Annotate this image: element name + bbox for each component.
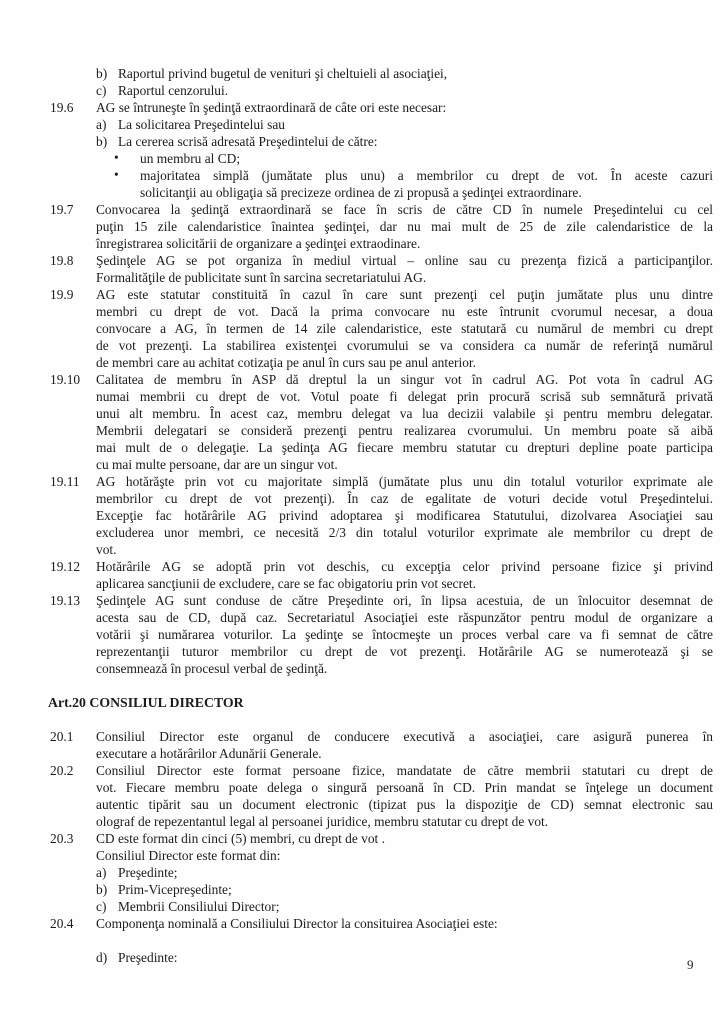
text-line: consemnează în procesul verbal de şedinţă.: [96, 661, 328, 676]
clause-item: [50, 592, 713, 677]
text-line: La cererea scrisă adresată Preşedintelui de către:: [118, 134, 378, 149]
text-line: Hotărârile AG se adoptă prin vot deschis, cu excepţia celor privind persoane fizice şi privind: [96, 559, 713, 574]
text-line: CD este format din cinci (5) membri, cu drept de vot .: [96, 831, 385, 846]
text-line: unui alt membru. În acest caz, membru delegat va lua decizii valabile şi pentru membru delegatar.: [96, 406, 713, 421]
letter-item: [96, 65, 713, 82]
text-line: acesta sau de CD, după caz. Secretariatul Asociaţiei este răspunzător pentru modul de organizare a: [96, 610, 713, 625]
text-line: de membri care au achitat cotizaţia pe anul în curs sau pe anul anterior.: [96, 355, 476, 370]
text-line: Preşedinte:: [118, 950, 178, 965]
text-line: Şedinţele AG sunt conduse de către Preşedinte ori, în lipsa acestuia, de un înlocuitor desemnat de: [96, 593, 713, 608]
text-line: vot. Fiecare membru poate delega o singură persoană în CD. Prin mandat se înţelege un document: [96, 780, 713, 795]
clause-number: 19.10: [50, 372, 81, 387]
text-line: autentic tipărit sau un document electronic (tipizat pus la dispoziţie de CD) semnat electronic sau: [96, 797, 713, 812]
item-letter: d): [96, 950, 108, 965]
letter-item: [96, 864, 713, 881]
text-line: Calitatea de membru în ASP dă dreptul la un singur vot în cadrul AG. Pot vota în cadrul AG: [96, 372, 713, 387]
text-line: AG se întruneşte în şedinţă extraordinară de câte ori este necesar:: [96, 100, 447, 115]
blank-line: [96, 932, 713, 949]
clause-number: 19.11: [50, 474, 80, 489]
text-line: Raportul privind bugetul de venituri şi cheltuieli al asociaţiei,: [118, 66, 448, 81]
text-line: olograf de repezentantul legal al persoanei juridice, membru statutar cu drept de vot.: [96, 814, 549, 829]
text-line: membri cu drept de vot. Dacă la prima convocare nu este întrunit cvorumul necesar, a doua: [96, 304, 713, 319]
clause-item: [50, 201, 713, 252]
clause-item: [50, 728, 713, 762]
item-letter: c): [96, 83, 107, 98]
text-line: Membrii Consiliului Director;: [118, 899, 280, 914]
text-line: Convocarea la şedinţă extraordinară se face în scris de către CD în numele Preşedintelui cu cel: [96, 202, 713, 217]
item-letter: b): [96, 134, 108, 149]
text-line: Consiliul Director este format persoane fizice, mandatate de către membrii statutari cu drept de: [96, 763, 713, 778]
clause-number: 19.9: [50, 287, 74, 302]
clause-number: 20.2: [50, 763, 74, 778]
clause-number: 20.4: [50, 916, 74, 931]
text-line: Formalităţile de publicitate sunt în sarcina secretariatului AG.: [96, 270, 427, 285]
text-line: înregistrarea solicitării de organizare a şedinţei extraodinare.: [96, 236, 421, 251]
clause-item: [50, 473, 713, 558]
text-line: membrilor cu drept de vot prezenţi). În caz de egalitate de voturi decide votul Preşedintelui.: [96, 491, 713, 506]
text-line: AG hotărăşte prin vot cu majoritate simplă (jumătate plus unu din totalul voturilor exprimate ale: [96, 474, 713, 489]
text-line: Consiliul Director este format din:: [96, 848, 281, 863]
bullet-item: [96, 167, 713, 201]
text-line: de vot prezenţi. La stabilirea existenţei cvorumului se va considera ca număr de referinţă numărul: [96, 338, 713, 353]
item-letter: b): [96, 882, 108, 897]
text-line: solicitanţii au obligaţia să precizeze ordinea de zi propusă a şedinţei extraordinare.: [140, 185, 582, 200]
clause-number: 19.12: [50, 559, 81, 574]
section-heading: Art.20 CONSILIUL DIRECTOR: [48, 695, 244, 710]
bullet-item: [96, 150, 713, 167]
text-line: Şedinţele AG se pot organiza în mediul virtual – online sau cu prezenţa fizică a participanţilor.: [96, 253, 713, 268]
clause-item: [50, 286, 713, 371]
blank-line: [96, 677, 713, 694]
text-line: puţin 15 zile calendaristice înaintea şedinţei, dar nu mai mult de 25 de zile calendaristice de la: [96, 219, 713, 234]
clause-number: 20.3: [50, 831, 74, 846]
clause-item: [50, 915, 713, 932]
text-line: excluderea unor membri, ce necesită 2/3 din totalul voturilor exprimate ale membrilor cu drept de: [96, 525, 713, 540]
clause-item: [50, 371, 713, 473]
text-line: votării şi numărarea voturilor. La şedinţe se întocmeşte un proces verbal care va fi semnat de către: [96, 627, 713, 642]
clause-item: [50, 252, 713, 286]
clause-item: [50, 99, 713, 116]
item-letter: b): [96, 66, 108, 81]
clause-number: 19.8: [50, 253, 74, 268]
bullet-icon: •: [114, 150, 119, 165]
text-line: mai mult de o delegaţie. La şedinţa AG fiecare membru statutar cu drepturi depline poate participa: [96, 440, 713, 455]
blank-line: [96, 711, 713, 728]
item-letter: c): [96, 899, 107, 914]
text-line: un membru al CD;: [140, 151, 241, 166]
text-line: convocare a AG, în termen de 14 zile calendaristice, este statutară cu numărul de membri cu drept: [96, 321, 713, 336]
letter-item: [96, 898, 713, 915]
page-number: 9: [687, 957, 694, 972]
bullet-icon: •: [114, 167, 119, 182]
letter-item: [96, 133, 713, 150]
text-line: Componenţa nominală a Consiliului Director la consituirea Asociaţiei este:: [96, 916, 498, 931]
text-line: Raportul cenzorului.: [118, 83, 229, 98]
clause-item: [50, 558, 713, 592]
letter-item: [96, 82, 713, 99]
item-letter: a): [96, 865, 107, 880]
text-line: executare a hotărârilor Adunării Generale.: [96, 746, 322, 761]
text-line: Membrii delegatari se consideră prezenţi pentru realizarea cvorumului. Un membru poate să aibă: [96, 423, 713, 438]
text-line: vot.: [96, 542, 117, 557]
text-line: cu mai multe persoane, dar are un singur vot.: [96, 457, 338, 472]
text-line: Excepţie fac hotărârile AG privind adoptarea şi modificarea Statutului, dizolvarea Asociaţiei sau: [96, 508, 713, 523]
clause-number: 19.13: [50, 593, 81, 608]
letter-item: [96, 881, 713, 898]
text-line: numai membrii cu drept de vot. Votul poate fi delegat prin procură scrisă sub semnătură privată: [96, 389, 713, 404]
letter-item: [96, 116, 713, 133]
text-line: La solicitarea Preşedintelui sau: [118, 117, 285, 132]
item-letter: a): [96, 117, 107, 132]
letter-item: [96, 949, 713, 966]
document-body: [48, 65, 713, 966]
clause-item: [50, 762, 713, 830]
text-line: aplicarea sancţiunii de excludere, care se fac obigatoriu prin vot secret.: [96, 576, 476, 591]
clause-number: 20.1: [50, 729, 74, 744]
text-line: majoritatea simplă (jumătate plus unu) a membrilor cu drept de vot. În aceste cazuri: [140, 168, 713, 183]
clause-number: 19.7: [50, 202, 74, 217]
text-line: AG este statutar constituită în cazul în care sunt prezenţi cel puţin jumătate plus unu dintre: [96, 287, 713, 302]
text-line: Preşedinte;: [118, 865, 178, 880]
clause-number: 19.6: [50, 100, 74, 115]
text-line: Prim-Vicepreşedinte;: [118, 882, 232, 897]
text-line: reprezentanţii tuturor membrilor cu drept de vot prezenţi. Hotărârile AG se numerotează şi se: [96, 644, 713, 659]
text-line: Consiliul Director este organul de conducere executivă a asociaţiei, care asigură punerea în: [96, 729, 713, 744]
clause-item: [50, 830, 713, 864]
